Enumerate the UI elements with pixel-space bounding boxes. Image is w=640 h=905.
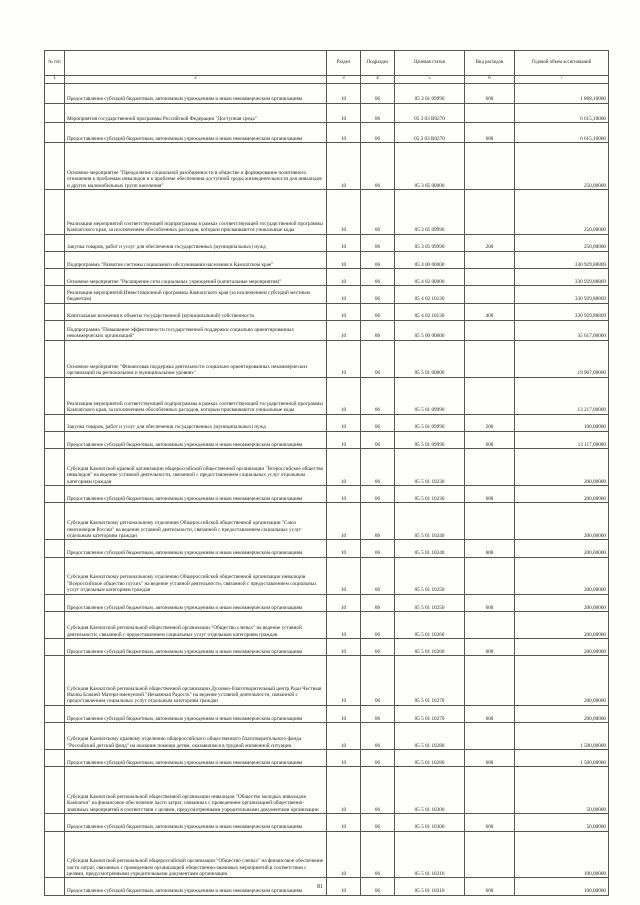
row-name-cell: Реализация мероприятий Инвестиционной программы Камчатского края (за исключением субсидий местным бюджетам) bbox=[65, 286, 327, 303]
row-razdel-cell: 10 bbox=[327, 269, 361, 286]
row-sum-cell: 200,00000 bbox=[515, 557, 609, 594]
row-podrazdel-cell: 06 bbox=[361, 503, 395, 540]
row-vr-cell: 200 bbox=[465, 414, 515, 431]
row-razdel-cell: 10 bbox=[327, 705, 361, 722]
row-name-cell: Закупка товаров, работ и услуг для обеспечения государственных (муниципальных) нужд bbox=[65, 234, 327, 251]
table-row bbox=[45, 750, 609, 767]
row-vr-cell bbox=[465, 103, 515, 123]
row-num-cell bbox=[45, 723, 65, 750]
row-num-cell bbox=[45, 286, 65, 303]
row-name-cell: Субсидия Камчатской региональной общероссийской организации "Общество слепых" на финансовое обеспечение части затрат, связанных с проведением организацией общественно-значимых мероприятий в соответствии с целями, предусмотренными учредительными документами организации bbox=[65, 831, 327, 878]
row-vr-cell bbox=[465, 190, 515, 234]
row-sum-cell: 330 929,88869 bbox=[515, 251, 609, 268]
row-vr-cell bbox=[465, 377, 515, 414]
row-sum-cell: 50,00000 bbox=[515, 814, 609, 831]
row-razdel-cell: 10 bbox=[327, 831, 361, 878]
row-name-cell: Предоставление субсидий бюджетным, автономным учреждениям и иным некоммерческим организациям bbox=[65, 639, 327, 656]
row-sum-cell: 35 617,00000 bbox=[515, 320, 609, 340]
row-name-cell: Предоставление субсидий бюджетным, автономным учреждениям и иным некоммерческим организациям bbox=[65, 705, 327, 722]
table-row bbox=[45, 123, 609, 143]
row-vr-cell bbox=[465, 557, 515, 594]
row-vr-cell: 600 bbox=[465, 594, 515, 611]
row-podrazdel-cell: 06 bbox=[361, 431, 395, 448]
table-row bbox=[45, 320, 609, 340]
table-row bbox=[45, 831, 609, 878]
header-razdel: Раздел bbox=[327, 51, 361, 76]
row-sum-cell: 1 500,00000 bbox=[515, 750, 609, 767]
row-csr-cell: 05 5 01 10260 bbox=[395, 611, 465, 638]
row-vr-cell bbox=[465, 723, 515, 750]
row-podrazdel-cell: 06 bbox=[361, 540, 395, 557]
row-csr-cell: 05 4 02 10130 bbox=[395, 303, 465, 320]
row-podrazdel-cell: 06 bbox=[361, 377, 395, 414]
table-row bbox=[45, 723, 609, 750]
row-sum-cell: 330 929,88869 bbox=[515, 286, 609, 303]
header-name bbox=[65, 51, 327, 76]
row-csr-cell: 05 3 05 00000 bbox=[395, 143, 465, 190]
row-num-cell bbox=[45, 414, 65, 431]
table-row bbox=[45, 103, 609, 123]
row-csr-cell: 05 5 01 00000 bbox=[395, 340, 465, 377]
row-vr-cell bbox=[465, 143, 515, 190]
row-vr-cell: 400 bbox=[465, 303, 515, 320]
col-number: 3 bbox=[327, 76, 361, 84]
row-csr-cell: 05 5 01 10270 bbox=[395, 705, 465, 722]
row-razdel-cell: 10 bbox=[327, 234, 361, 251]
row-csr-cell: 05 5 01 09990 bbox=[395, 431, 465, 448]
row-csr-cell: 05 4 02 10130 bbox=[395, 286, 465, 303]
row-razdel-cell: 10 bbox=[327, 611, 361, 638]
table-row bbox=[45, 414, 609, 431]
row-sum-cell: 200,00000 bbox=[515, 639, 609, 656]
row-podrazdel-cell: 06 bbox=[361, 767, 395, 814]
col-number: 7 bbox=[515, 76, 609, 84]
row-vr-cell bbox=[465, 269, 515, 286]
row-csr-cell: 05 5 01 10250 bbox=[395, 594, 465, 611]
row-razdel-cell: 10 bbox=[327, 449, 361, 486]
row-podrazdel-cell: 06 bbox=[361, 723, 395, 750]
row-sum-cell: 200,00000 bbox=[515, 611, 609, 638]
row-sum-cell: 100,00000 bbox=[515, 831, 609, 878]
row-vr-cell: 200 bbox=[465, 234, 515, 251]
row-csr-cell: 05 5 01 10280 bbox=[395, 723, 465, 750]
row-num-cell bbox=[45, 340, 65, 377]
page-number: 81 bbox=[317, 884, 323, 890]
row-csr-cell: 05 5 01 10310 bbox=[395, 878, 465, 895]
row-podrazdel-cell: 06 bbox=[361, 303, 395, 320]
row-podrazdel-cell: 06 bbox=[361, 449, 395, 486]
row-name-cell: Предоставление субсидий бюджетным, автономным учреждениям и иным некоммерческим организациям bbox=[65, 84, 327, 104]
row-num-cell bbox=[45, 320, 65, 340]
row-podrazdel-cell: 06 bbox=[361, 84, 395, 104]
row-vr-cell: 600 bbox=[465, 84, 515, 104]
row-name-cell: Капитальные вложения в объекты государственной (муниципальной) собственности bbox=[65, 303, 327, 320]
row-name-cell: Субсидия Камчатскому региональному отделению Общероссийской общественной организации "Союз пенсионеров России" на ведение уставной деятельности, связанной с предоставлением социальных услуг отдельным категориям граждан bbox=[65, 503, 327, 540]
row-name-cell: Предоставление субсидий бюджетным, автономным учреждениям и иным некоммерческим организациям bbox=[65, 123, 327, 143]
row-razdel-cell: 10 bbox=[327, 814, 361, 831]
row-name-cell: Основное мероприятие "Преодоление социальной разобщенности в обществе и формирование позитивного отношения к проблемам инвалидов и к проблеме обеспечения доступной среды жизнедеятельности для инвалидов и других маломобильных групп населения" bbox=[65, 143, 327, 190]
row-podrazdel-cell: 06 bbox=[361, 594, 395, 611]
row-podrazdel-cell: 06 bbox=[361, 750, 395, 767]
row-razdel-cell: 10 bbox=[327, 190, 361, 234]
row-sum-cell: 50,00000 bbox=[515, 767, 609, 814]
table-header-row bbox=[45, 51, 609, 76]
row-podrazdel-cell: 06 bbox=[361, 320, 395, 340]
row-podrazdel-cell: 06 bbox=[361, 831, 395, 878]
row-podrazdel-cell: 06 bbox=[361, 269, 395, 286]
row-podrazdel-cell: 06 bbox=[361, 190, 395, 234]
row-name-cell: Основное мероприятие "Финансовая поддержка деятельности социально ориентированных некоммерческих организаций на региональном и муниципальном уровнях" bbox=[65, 340, 327, 377]
header-vr: Вид расходов bbox=[465, 51, 515, 76]
row-num-cell bbox=[45, 814, 65, 831]
row-csr-cell: 05 5 01 10280 bbox=[395, 750, 465, 767]
row-csr-cell: 05 5 01 10310 bbox=[395, 831, 465, 878]
row-name-cell: Предоставление субсидий бюджетным, автономным учреждениям и иным некоммерческим организациям bbox=[65, 750, 327, 767]
row-podrazdel-cell: 06 bbox=[361, 143, 395, 190]
row-num-cell bbox=[45, 431, 65, 448]
row-name-cell: Мероприятия государственной программы Российской Федерации "Доступная среда" bbox=[65, 103, 327, 123]
row-csr-cell: 05 5 01 10260 bbox=[395, 639, 465, 656]
row-podrazdel-cell: 06 bbox=[361, 286, 395, 303]
row-razdel-cell: 10 bbox=[327, 639, 361, 656]
row-name-cell: Подпрограмма "Повышение эффективности государственной поддержки социально ориентированных некоммерческих организаций" bbox=[65, 320, 327, 340]
row-csr-cell: 05 4 02 00000 bbox=[395, 269, 465, 286]
table-row bbox=[45, 377, 609, 414]
row-razdel-cell: 10 bbox=[327, 123, 361, 143]
column-number-row bbox=[45, 76, 609, 84]
row-podrazdel-cell: 06 bbox=[361, 639, 395, 656]
col-number: 6 bbox=[465, 76, 515, 84]
row-razdel-cell: 10 bbox=[327, 656, 361, 705]
table-row bbox=[45, 143, 609, 190]
row-razdel-cell: 10 bbox=[327, 878, 361, 895]
row-name-cell: Субсидия Камчатской региональной общественной организации Духовно-благотворительный центр Ради Честныя Иконы Божией Матери именуемой "Нечаянная Радость" на ведение уставной деятельности, связанной с предоставлением социальных услуг отдельным категориям граждан bbox=[65, 656, 327, 705]
row-vr-cell: 600 bbox=[465, 431, 515, 448]
row-podrazdel-cell: 06 bbox=[361, 557, 395, 594]
row-num-cell bbox=[45, 594, 65, 611]
row-vr-cell bbox=[465, 251, 515, 268]
row-sum-cell: 200,00000 bbox=[515, 486, 609, 503]
row-vr-cell: 600 bbox=[465, 123, 515, 143]
row-vr-cell: 600 bbox=[465, 540, 515, 557]
row-razdel-cell: 10 bbox=[327, 540, 361, 557]
row-csr-cell: 05 5 01 10250 bbox=[395, 557, 465, 594]
table-row bbox=[45, 540, 609, 557]
row-vr-cell: 600 bbox=[465, 705, 515, 722]
row-name-cell: Предоставление субсидий бюджетным, автономным учреждениям и иным некоммерческим организациям bbox=[65, 594, 327, 611]
header-num: № п/п bbox=[45, 51, 65, 76]
header-csr: Целевая статья bbox=[395, 51, 465, 76]
row-csr-cell: 05 5 01 09990 bbox=[395, 377, 465, 414]
row-name-cell: Предоставление субсидий бюджетным, автономным учреждениям и иным некоммерческим организациям bbox=[65, 431, 327, 448]
table-row bbox=[45, 190, 609, 234]
row-name-cell: Субсидия Камчатской краевой организации общероссийской общественной организации "Всероссийское общество инвалидов" на ведение уставной деятельности, связанной с предоставлением социальных услуг отдельным категориям граждан bbox=[65, 449, 327, 486]
row-vr-cell bbox=[465, 286, 515, 303]
row-name-cell: Субсидия Камчатской региональной общественной организации инвалидов "Общество молодых инвалидов Камчатки" на финансовое обеспечение части затрат, связанных с проведением организацией общественно-значимых мероприятий в соответствии с целями, предусмотренными учредительными документами организации bbox=[65, 767, 327, 814]
row-vr-cell: 600 bbox=[465, 878, 515, 895]
col-number: 2 bbox=[65, 76, 327, 84]
row-sum-cell: 1 868,10000 bbox=[515, 84, 609, 104]
row-sum-cell: 200,00000 bbox=[515, 540, 609, 557]
row-podrazdel-cell: 06 bbox=[361, 414, 395, 431]
row-name-cell: Предоставление субсидий бюджетным, автономным учреждениям и иным некоммерческим организациям bbox=[65, 814, 327, 831]
row-sum-cell: 100,00000 bbox=[515, 878, 609, 895]
row-num-cell bbox=[45, 557, 65, 594]
table-row bbox=[45, 303, 609, 320]
header-podrazdel: Подраздел bbox=[361, 51, 395, 76]
row-name-cell: Предоставление субсидий бюджетным, автономным учреждениям и иным некоммерческим организациям bbox=[65, 486, 327, 503]
row-num-cell bbox=[45, 84, 65, 104]
table-row bbox=[45, 503, 609, 540]
row-vr-cell: 600 bbox=[465, 814, 515, 831]
row-vr-cell bbox=[465, 503, 515, 540]
row-vr-cell: 600 bbox=[465, 639, 515, 656]
row-sum-cell: 13 217,00000 bbox=[515, 377, 609, 414]
row-csr-cell: 05 3 05 09990 bbox=[395, 190, 465, 234]
row-podrazdel-cell: 06 bbox=[361, 123, 395, 143]
table-body bbox=[45, 84, 609, 896]
row-vr-cell bbox=[465, 656, 515, 705]
row-razdel-cell: 10 bbox=[327, 303, 361, 320]
row-razdel-cell: 10 bbox=[327, 594, 361, 611]
row-vr-cell: 600 bbox=[465, 486, 515, 503]
row-sum-cell: 6 615,10000 bbox=[515, 123, 609, 143]
table-row bbox=[45, 814, 609, 831]
table-row bbox=[45, 286, 609, 303]
row-podrazdel-cell: 06 bbox=[361, 878, 395, 895]
row-sum-cell: 200,00000 bbox=[515, 656, 609, 705]
table-row bbox=[45, 269, 609, 286]
row-csr-cell: 05 3 03 R0270 bbox=[395, 103, 465, 123]
row-sum-cell: 200,00000 bbox=[515, 594, 609, 611]
col-number: 5 bbox=[395, 76, 465, 84]
row-name-cell: Реализация мероприятий соответствующей подпрограммы в рамках соответствующей государственной программы Камчатского края, за исключением обособленных расходов, которым присваиваются уникальные коды bbox=[65, 190, 327, 234]
header-sum: Годовой объем ассигнований bbox=[515, 51, 609, 76]
row-sum-cell: 1 500,00000 bbox=[515, 723, 609, 750]
row-num-cell bbox=[45, 143, 65, 190]
row-sum-cell: 200,00000 bbox=[515, 449, 609, 486]
row-num-cell bbox=[45, 303, 65, 320]
row-vr-cell bbox=[465, 767, 515, 814]
row-name-cell: Реализация мероприятий соответствующей подпрограммы в рамках соответствующей государственной программы Камчатского края, за исключением обособленных расходов, которым присваиваются уникальные коды bbox=[65, 377, 327, 414]
row-sum-cell: 13 117,00000 bbox=[515, 431, 609, 448]
table-row bbox=[45, 594, 609, 611]
row-razdel-cell: 10 bbox=[327, 251, 361, 268]
row-sum-cell: 200,00000 bbox=[515, 705, 609, 722]
row-num-cell bbox=[45, 503, 65, 540]
row-razdel-cell: 10 bbox=[327, 103, 361, 123]
row-podrazdel-cell: 06 bbox=[361, 611, 395, 638]
row-name-cell: Субсидия Камчатскому краевому отделению общероссийского общественного благотворительного фонда "Российский детский фонд" на оказание помощи детям, оказавшимся в трудной жизненной ситуации bbox=[65, 723, 327, 750]
row-razdel-cell: 10 bbox=[327, 723, 361, 750]
row-sum-cell: 250,00000 bbox=[515, 234, 609, 251]
row-name-cell: Субсидия Камчатской региональной общественной организации "Общество слепых" на ведение уставной деятельности, связанной с предоставлением социальных услуг отдельным категориям граждан bbox=[65, 611, 327, 638]
row-razdel-cell: 10 bbox=[327, 557, 361, 594]
row-csr-cell: 05 3 01 09990 bbox=[395, 84, 465, 104]
row-csr-cell: 05 5 01 10300 bbox=[395, 814, 465, 831]
row-num-cell bbox=[45, 750, 65, 767]
row-podrazdel-cell: 06 bbox=[361, 814, 395, 831]
row-podrazdel-cell: 06 bbox=[361, 656, 395, 705]
table-row bbox=[45, 234, 609, 251]
row-razdel-cell: 10 bbox=[327, 143, 361, 190]
row-num-cell bbox=[45, 831, 65, 878]
row-csr-cell: 05 5 01 10230 bbox=[395, 449, 465, 486]
row-razdel-cell: 10 bbox=[327, 750, 361, 767]
budget-table bbox=[44, 50, 609, 896]
row-razdel-cell: 10 bbox=[327, 414, 361, 431]
table-row bbox=[45, 705, 609, 722]
row-razdel-cell: 10 bbox=[327, 377, 361, 414]
row-razdel-cell: 10 bbox=[327, 431, 361, 448]
row-num-cell bbox=[45, 705, 65, 722]
table-row bbox=[45, 486, 609, 503]
row-name-cell: Предоставление субсидий бюджетным, автономным учреждениям и иным некоммерческим организациям bbox=[65, 878, 327, 895]
row-vr-cell: 600 bbox=[465, 750, 515, 767]
row-num-cell bbox=[45, 611, 65, 638]
row-podrazdel-cell: 06 bbox=[361, 705, 395, 722]
row-num-cell bbox=[45, 540, 65, 557]
row-csr-cell: 05 4 00 00000 bbox=[395, 251, 465, 268]
table-row bbox=[45, 557, 609, 594]
row-csr-cell: 05 5 01 09990 bbox=[395, 414, 465, 431]
table-row bbox=[45, 611, 609, 638]
row-sum-cell: 200,00000 bbox=[515, 503, 609, 540]
row-vr-cell bbox=[465, 449, 515, 486]
col-number: 4 bbox=[361, 76, 395, 84]
row-razdel-cell: 10 bbox=[327, 340, 361, 377]
row-num-cell bbox=[45, 269, 65, 286]
row-sum-cell: 100,00000 bbox=[515, 414, 609, 431]
row-razdel-cell: 10 bbox=[327, 486, 361, 503]
row-num-cell bbox=[45, 123, 65, 143]
row-razdel-cell: 10 bbox=[327, 286, 361, 303]
table-row bbox=[45, 431, 609, 448]
table-row bbox=[45, 340, 609, 377]
table-row bbox=[45, 84, 609, 104]
row-razdel-cell: 10 bbox=[327, 503, 361, 540]
row-sum-cell: 330 929,88869 bbox=[515, 269, 609, 286]
row-sum-cell: 19 967,00000 bbox=[515, 340, 609, 377]
row-podrazdel-cell: 06 bbox=[361, 234, 395, 251]
row-num-cell bbox=[45, 449, 65, 486]
row-name-cell: Субсидия Камчатскому региональному отделению Общероссийской общественной организации инвалидов "Всероссийское общество глухих" на ведение уставной деятельности, связанной с предоставлением социальных услуг отдельным категориям граждан bbox=[65, 557, 327, 594]
row-podrazdel-cell: 06 bbox=[361, 251, 395, 268]
row-num-cell bbox=[45, 190, 65, 234]
row-vr-cell bbox=[465, 611, 515, 638]
row-name-cell: Закупка товаров, работ и услуг для обеспечения государственных (муниципальных) нужд bbox=[65, 414, 327, 431]
row-sum-cell: 330 929,88869 bbox=[515, 303, 609, 320]
row-csr-cell: 05 5 01 10270 bbox=[395, 656, 465, 705]
row-num-cell bbox=[45, 639, 65, 656]
row-csr-cell: 05 5 01 10240 bbox=[395, 540, 465, 557]
row-csr-cell: 05 3 03 R0270 bbox=[395, 123, 465, 143]
row-sum-cell: 6 615,10000 bbox=[515, 103, 609, 123]
row-razdel-cell: 10 bbox=[327, 320, 361, 340]
row-csr-cell: 05 3 05 09990 bbox=[395, 234, 465, 251]
row-razdel-cell: 10 bbox=[327, 767, 361, 814]
row-vr-cell bbox=[465, 320, 515, 340]
table-row bbox=[45, 656, 609, 705]
col-number: 1 bbox=[45, 76, 65, 84]
row-razdel-cell: 10 bbox=[327, 84, 361, 104]
table-row bbox=[45, 449, 609, 486]
row-csr-cell: 05 5 00 00000 bbox=[395, 320, 465, 340]
row-csr-cell: 05 5 01 10300 bbox=[395, 767, 465, 814]
row-name-cell: Предоставление субсидий бюджетным, автономным учреждениям и иным некоммерческим организациям bbox=[65, 540, 327, 557]
row-num-cell bbox=[45, 377, 65, 414]
row-vr-cell bbox=[465, 831, 515, 878]
row-podrazdel-cell: 06 bbox=[361, 340, 395, 377]
row-vr-cell bbox=[465, 340, 515, 377]
row-sum-cell: 250,00000 bbox=[515, 190, 609, 234]
table-row bbox=[45, 639, 609, 656]
row-num-cell bbox=[45, 486, 65, 503]
row-name-cell: Основное мероприятие "Расширение сети социальных учреждений (капитальные мероприятия)" bbox=[65, 269, 327, 286]
row-sum-cell: 250,00000 bbox=[515, 143, 609, 190]
row-podrazdel-cell: 06 bbox=[361, 486, 395, 503]
row-name-cell: Подпрограмма "Развитие системы социального обслуживания населения в Камчатском крае" bbox=[65, 251, 327, 268]
row-num-cell bbox=[45, 234, 65, 251]
row-csr-cell: 05 5 01 10230 bbox=[395, 486, 465, 503]
row-num-cell bbox=[45, 767, 65, 814]
table-row bbox=[45, 251, 609, 268]
row-podrazdel-cell: 06 bbox=[361, 103, 395, 123]
row-num-cell bbox=[45, 251, 65, 268]
row-csr-cell: 05 5 01 10240 bbox=[395, 503, 465, 540]
row-num-cell bbox=[45, 103, 65, 123]
row-num-cell bbox=[45, 656, 65, 705]
table-row bbox=[45, 767, 609, 814]
